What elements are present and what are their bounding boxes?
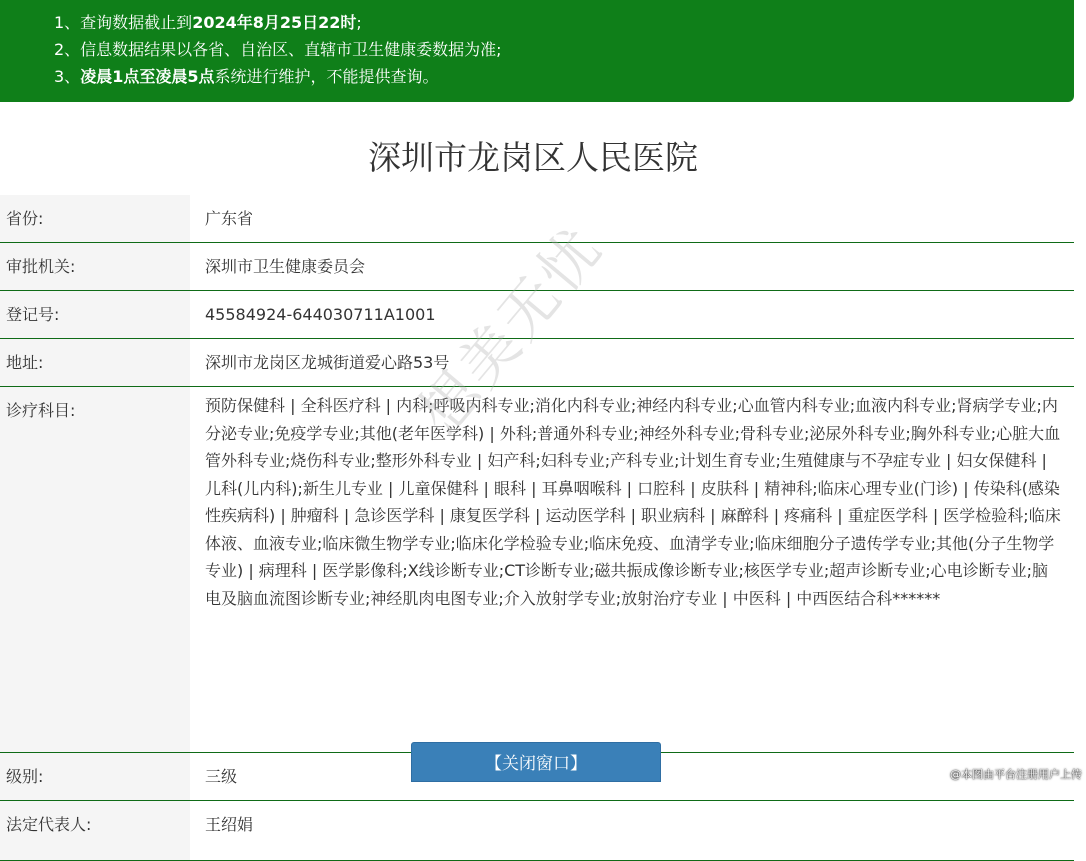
row-label: 级别: [0, 753, 190, 800]
notice-line-1: 1、查询数据截止到2024年8月25日22时; [54, 13, 362, 32]
info-row-address [0, 339, 1074, 387]
row-value: 深圳市龙岗区龙城街道爱心路53号 [205, 353, 450, 372]
row-label: 省份: [0, 195, 190, 242]
row-value: 王绍娟 [205, 815, 254, 834]
hospital-title: 深圳市龙岗区人民医院 [368, 138, 698, 177]
row-label: 法定代表人: [0, 801, 190, 860]
row-label: 登记号: [0, 291, 190, 338]
maintenance-window: 凌晨1点至凌晨5点 [80, 67, 215, 86]
notice-line-3: 3、凌晨1点至凌晨5点系统进行维护，不能提供查询。 [54, 67, 439, 86]
row-value: 广东省 [205, 209, 254, 228]
notice-line-2: 2、信息数据结果以各省、自治区、直辖市卫生健康委数据为准; [54, 40, 502, 59]
notice-banner [0, 0, 1074, 102]
row-label: 审批机关: [0, 243, 190, 290]
row-label: 地址: [0, 339, 190, 386]
info-row-registration-number [0, 291, 1074, 339]
watermark: 想美无忧 [404, 213, 617, 448]
row-value: 45584924-644030711A1001 [205, 305, 436, 324]
info-row-departments [0, 387, 1074, 753]
info-row-legal-representative [0, 801, 1074, 861]
row-value: 三级 [205, 767, 238, 786]
row-value: 深圳市卫生健康委员会 [205, 257, 366, 276]
row-value: 预防保健科 | 全科医疗科 | 内科;呼吸内科专业;消化内科专业;神经内科专业;心血管内科专业;血液内科专业;肾病学专业;内分泌专业;免疫学专业;其他(老年医学科) | 外科;普通外科专业;神经外科专业;骨科专业;泌尿外科专业;胸外科专业;心脏大血管外科专业;烧伤科专业;整形外科专业 | 妇产科;妇科专业;产科专业;计划生育专业;生殖健康与不孕症专业 | 妇女保健科 | 儿科(儿内科);新生儿专业 | 儿童保健科 | 眼科 | 耳鼻咽喉科 | 口腔科 | 皮肤科 | 精神科;临床心理专业(门诊) | 传染科(感染性疾病科) | 肿瘤科 | 急诊医学科 | 康复医学科 | 运动医学科 | 职业病科 | 麻醉科 | 疼痛科 | 重症医学科 | 医学检验科;临床体液、血液专业;临床微生物学专业;临床化学检验专业;临床免疫、血清学专业;临床细胞分子遗传学专业;其他(分子生物学专业) | 病理科 | 医学影像科;X线诊断专业;CT诊断专业;磁共振成像诊断专业;核医学专业;超声诊断专业;心电诊断专业;脑电及脑血流图诊断专业;神经肌肉电图专业;介入放射学专业;放射治疗专业 | 中医科 | 中西医结合科****** [205, 396, 1061, 608]
upload-note: @本图由平台注册用户上传 [950, 768, 1082, 781]
row-label: 诊疗科目: [0, 387, 190, 752]
close-window-button[interactable]: 【关闭窗口】 [411, 742, 661, 782]
info-row-approval-authority [0, 243, 1074, 291]
cutoff-time: 2024年8月25日22时 [192, 13, 357, 32]
info-row-province [0, 195, 1074, 243]
